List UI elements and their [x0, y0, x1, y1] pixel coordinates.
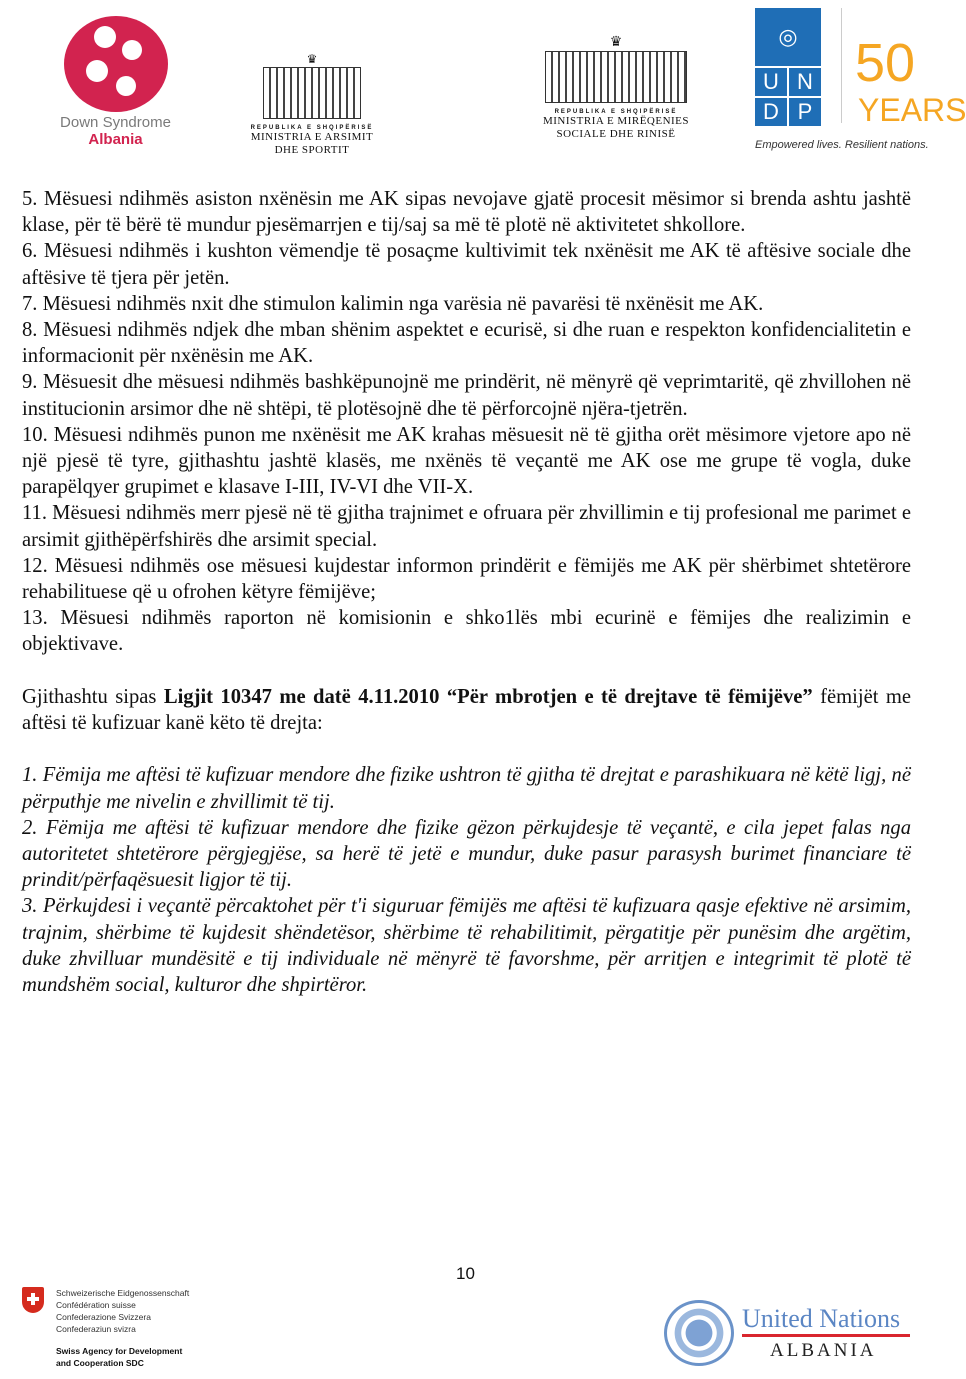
eagle-icon: ♛ [609, 35, 623, 50]
divider [742, 1334, 910, 1337]
list-item: 8. Mësuesi ndihmës ndjek dhe mban shënim aspektet e ecurisë, si dhe ruan e respekton konfidencialitetin e informacionit për nxënësin me AK. [22, 319, 911, 368]
republic-label: REPUBLIKA E SHQIPËRISË [554, 109, 678, 115]
swiss-line: Confederazione Svizzera [56, 1312, 151, 1322]
list-item: 12. Mësuesi ndihmës ose mësuesi kujdestar informon prindërit e fëmijës me AK për shërbimet shtetërore rehabilituese që u ofrohen këtyre fëmijëve; [22, 554, 911, 604]
swiss-line: Schweizerische Eidgenossenschaft [56, 1288, 190, 1298]
list-item: 9. Mësuesit dhe mësuesi ndihmës bashkëpunojnë me prindërit, në mënyrë që veprimtaritë, që zhvillohen në institucionin arsimor dhe në shtëpi, të plotësojnë dhe të përforcojnë njëra-tjetrën. [22, 371, 911, 420]
undp-letter: N [789, 68, 821, 96]
ds-emblem-icon [64, 16, 168, 112]
law-title: Ligjit 10347 me datë 4.11.2010 “Për mbrotjen e të drejtave të fëmijëve” [163, 685, 813, 708]
swiss-flag-icon [22, 1287, 44, 1313]
ministry-name-line2: SOCIALE DHE RINISË [556, 128, 676, 140]
eagle-icon: ♛ [306, 52, 318, 66]
list-item: 6. Mësuesi ndihmës i kushton vëmendje të posaçme kultivimit tek nxënësit me AK të aftësive sociale dhe aftësive të tjera për jetën. [22, 240, 911, 289]
undp-letter: P [789, 98, 821, 126]
ministry-name-line2: DHE SPORTIT [274, 144, 350, 156]
list-item: 13. Mësuesi ndihmës raporton në komisionin e shko1lës mbi ecurinë e fëmijes dhe realizimin e objektivave. [22, 607, 911, 656]
page-number: 10 [456, 1264, 475, 1283]
un-name: United Nations [742, 1304, 901, 1333]
years-label: YEARS [858, 92, 966, 128]
ministry-name-line1: MINISTRIA E ARSIMIT [250, 131, 374, 143]
un-emblem-icon [664, 1300, 734, 1366]
list-item: 10. Mësuesi ndihmës punon me nxënësit me AK krahas mësuesit në të gjitha orët mësimore vjetore apo në një pjesë të tyre, gjithashtu jashtë klasës, me nxënës të veçantë me AK ose me grupe të vogla, duke parapëlqyer grupimet e klasave I-III, IV-VI dhe VII-X. [22, 423, 911, 499]
ministry-name-line1: MINISTRIA E MIRËQENIES [542, 115, 690, 127]
un-emblem-icon: ◎ [755, 8, 821, 66]
ministry-education-logo [242, 52, 382, 157]
down-syndrome-albania-logo [48, 16, 183, 148]
document-body [22, 186, 911, 998]
undp-50-years-logo [755, 8, 966, 153]
logo-text-line2: Albania [88, 131, 143, 148]
list-item: 7. Mësuesi ndihmës nxit dhe stimulon kalimin nga varësia në pavarësi të nxënësit me AK. [22, 292, 764, 315]
undp-letter: U [755, 68, 787, 96]
ministry-welfare-logo [512, 34, 720, 141]
intro-text: Gjithashtu sipas [22, 685, 164, 708]
right-item: 3. Përkujdesi i veçantë përcaktohet për t'i siguruar fëmijës me aftësi të kufizuara qasje efektive në arsimim, trajnim, shërbime të kujdesit shëndetësor, shërbime të rehabilitimit, përgatitje për punësim dhe argëtim, duke zhvilluar mundësitë e tij individuale në mënyrë të favorshme, për arritjen e integrimit të plotë të mundshëm social, kulturor dhe shpirtëror. [22, 895, 911, 997]
logo-text-line1: Down Syndrome [60, 114, 171, 131]
right-item: 2. Fëmija me aftësi të kufizuar mendore dhe fizike gëzon përkujdesje të veçantë, e cila jepet falas nga autoritetet shtetërore përgjegjëse, sa herë të jetë e mundur, duke pasur parasysh burimet financiare të prindit/përfaqësuesit ligjor të tij. [22, 816, 911, 892]
agency-line: and Cooperation SDC [56, 1358, 144, 1368]
un-albania-logo [664, 1300, 914, 1370]
fifty-label: 50 [855, 33, 916, 93]
list-item: 5. Mësuesi ndihmës asiston nxënësin me AK sipas nevojave gjatë procesit mësimor si brenda ashtu jashtë klase, për të bërë të mundur pjesëmarrjen e tij/saj sa më të plotë në aktivitetet shkollore. [22, 188, 911, 237]
building-icon [545, 51, 687, 103]
list-item: 11. Mësuesi ndihmës merr pjesë në të gjitha trajnimet e ofruara për zhvillimin e tij profesional me parimet e arsimit gjithëpërfshirës dhe arsimit special. [22, 502, 911, 551]
swiss-line: Confédération suisse [56, 1300, 136, 1310]
undp-letter: D [755, 98, 787, 126]
right-item: 1. Fëmija me aftësi të kufizuar mendore dhe fizike ushtron të gjitha të drejtat e parashikuara në këtë ligj, në përputhje me nivelin e zhvillimit të tij. [22, 764, 911, 813]
divider [841, 8, 842, 123]
republic-label: REPUBLIKA E SHQIPËRISË [250, 125, 374, 131]
swiss-line: Confederaziun svizra [56, 1324, 136, 1334]
intro-text: fëmijët me aftësi të kufizuar kanë këto të drejta: [22, 685, 911, 735]
law-intro [22, 684, 911, 736]
undp-tagline: Empowered lives. Resilient nations. [755, 139, 929, 151]
un-country: ALBANIA [770, 1340, 877, 1361]
building-icon [263, 67, 361, 119]
agency-line: Swiss Agency for Development [56, 1346, 183, 1356]
